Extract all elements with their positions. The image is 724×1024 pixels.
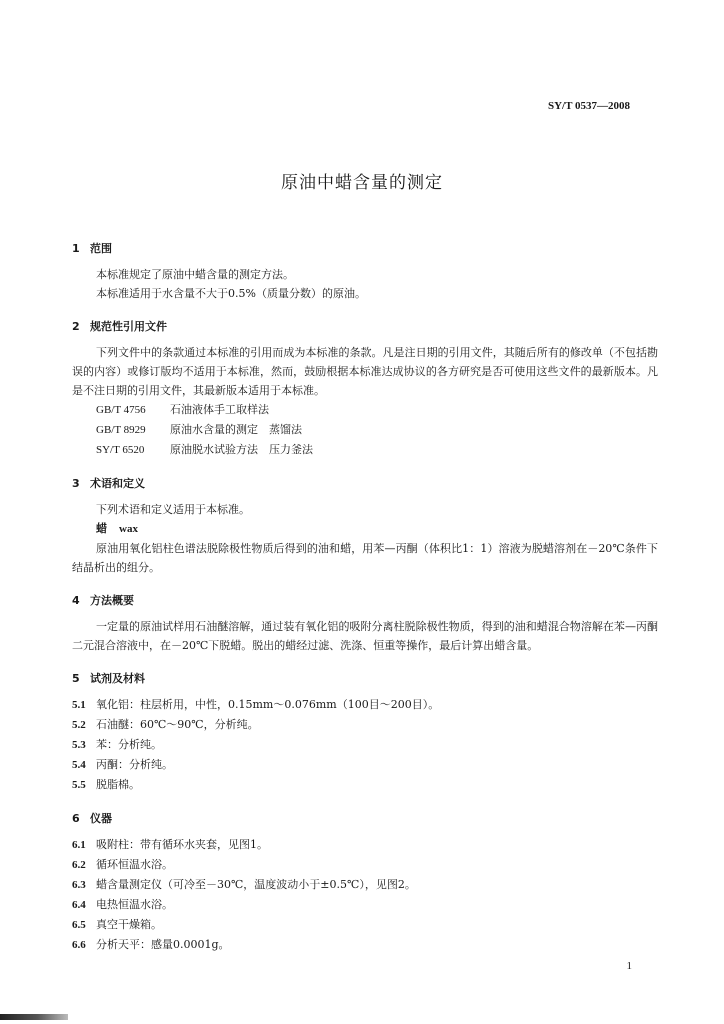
standard-code: SY/T 0537—2008: [547, 100, 630, 112]
list-item: [72, 835, 658, 855]
reference-code: GB/T 4756: [96, 404, 146, 416]
list-item: [72, 735, 658, 755]
section-number: 6: [72, 812, 80, 825]
item-text: 蜡含量测定仪（可冷至－30℃，温度波动小于±0.5℃），见图2。: [96, 878, 416, 891]
section-title: 规范性引用文件: [90, 320, 167, 333]
section-heading-reagents: [72, 671, 658, 687]
section-heading-terms: [72, 476, 658, 492]
term-english: wax: [119, 523, 138, 535]
paragraph: 下列文件中的条款通过本标准的引用而成为本标准的条款。凡是注日期的引用文件，其随后所有的修改单（不包括勘误的内容）或修订版均不适用于本标准，然而，鼓励根据本标准达成协议的各方研究是否可使用这些文件的最新版本。凡是不注日期的引用文件，其最新版本适用于本标准。: [72, 346, 658, 397]
item-text: 吸附柱：带有循环水夹套，见图1。: [96, 838, 268, 851]
section-heading-scope: [72, 241, 658, 257]
list-item: [72, 915, 658, 935]
list-item: [72, 875, 658, 895]
section-number: 3: [72, 477, 80, 490]
paragraph: 下列术语和定义适用于本标准。: [96, 503, 250, 516]
item-text: 循环恒温水浴。: [96, 858, 173, 871]
item-text: 脱脂棉。: [96, 778, 140, 791]
reference-code: SY/T 6520: [96, 444, 145, 456]
list-item: [72, 775, 658, 795]
section-number: 4: [72, 594, 80, 607]
item-text: 石油醚：60℃～90℃，分析纯。: [96, 718, 259, 731]
list-item: [72, 695, 658, 715]
section-heading-apparatus: [72, 811, 658, 827]
item-text: 分析天平：感量0.0001g。: [96, 938, 230, 951]
section-title: 范围: [90, 242, 112, 255]
section-number: 1: [72, 242, 80, 255]
section-heading-normative-references: [72, 319, 658, 335]
paragraph: 本标准适用于水含量不大于0.5%（质量分数）的原油。: [96, 287, 366, 300]
section-number: 2: [72, 320, 80, 333]
item-number: 5.4: [72, 759, 86, 771]
item-number: 6.3: [72, 879, 86, 891]
item-number: 6.4: [72, 899, 86, 911]
section-title: 试剂及材料: [90, 672, 145, 685]
list-item: [72, 715, 658, 735]
section-heading-method-summary: [72, 593, 658, 609]
item-number: 5.1: [72, 699, 86, 711]
reference-name: 原油水含量的测定 蒸馏法: [170, 423, 302, 436]
scan-artifact: [0, 1014, 68, 1020]
item-number: 5.5: [72, 779, 86, 791]
item-text: 苯：分析纯。: [96, 738, 162, 751]
item-text: 氧化铝：柱层析用，中性，0.15mm～0.076mm（100目～200目）。: [96, 698, 440, 711]
reference-item: [72, 440, 658, 460]
reference-item: [72, 400, 658, 420]
item-number: 5.3: [72, 739, 86, 751]
document-title: 原油中蜡含量的测定: [281, 173, 443, 193]
reference-name: 原油脱水试验方法 压力釜法: [170, 443, 313, 456]
term-chinese: 蜡: [96, 522, 107, 535]
section-title: 方法概要: [90, 594, 134, 607]
paragraph: 一定量的原油试样用石油醚溶解，通过装有氧化铝的吸附分离柱脱除极性物质，得到的油和蜡混合物溶解在苯—丙酮二元混合溶液中，在－20℃下脱蜡。脱出的蜡经过滤、洗涤、恒重等操作，最后计算出蜡含量。: [72, 620, 658, 652]
item-text: 丙酮：分析纯。: [96, 758, 173, 771]
list-item: [72, 855, 658, 875]
term-entry: [72, 519, 658, 539]
item-text: 真空干燥箱。: [96, 918, 162, 931]
item-number: 6.5: [72, 919, 86, 931]
item-number: 6.1: [72, 839, 86, 851]
reference-name: 石油液体手工取样法: [170, 403, 269, 416]
page-number: 1: [626, 960, 632, 972]
paragraph: 本标准规定了原油中蜡含量的测定方法。: [96, 268, 294, 281]
item-text: 电热恒温水浴。: [96, 898, 173, 911]
list-item: [72, 935, 658, 955]
reference-item: [72, 420, 658, 440]
section-number: 5: [72, 672, 80, 685]
term-definition: 原油用氧化铝柱色谱法脱除极性物质后得到的油和蜡，用苯—丙酮（体积比1：1）溶液为脱蜡溶剂在－20℃条件下结晶析出的组分。: [72, 542, 658, 574]
document-body: [72, 241, 658, 955]
item-number: 6.6: [72, 939, 86, 951]
item-number: 6.2: [72, 859, 86, 871]
section-title: 术语和定义: [90, 477, 145, 490]
reference-code: GB/T 8929: [96, 424, 146, 436]
list-item: [72, 755, 658, 775]
list-item: [72, 895, 658, 915]
section-title: 仪器: [90, 812, 112, 825]
item-number: 5.2: [72, 719, 86, 731]
